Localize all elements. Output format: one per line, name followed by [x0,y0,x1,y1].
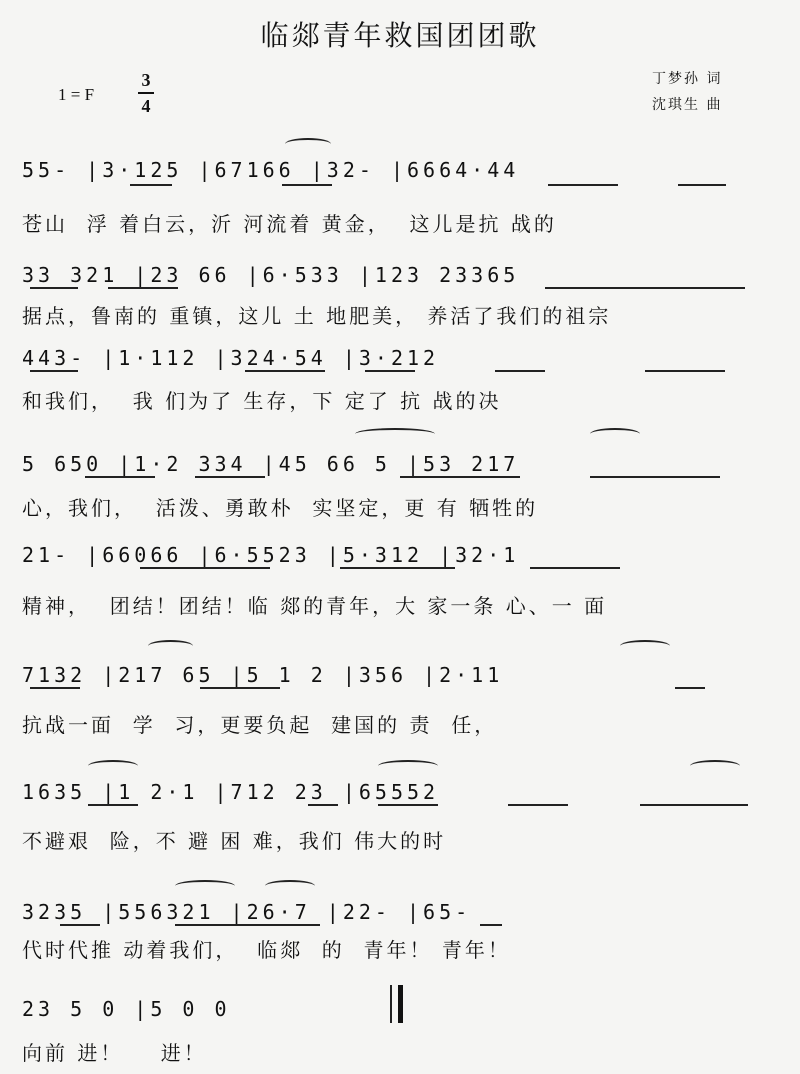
beam-mark [60,924,100,926]
beam-mark [308,804,338,806]
final-barline-thin [390,985,392,1023]
beam-mark [140,567,270,569]
time-signature-top: 3 [141,70,151,90]
final-barline [398,985,403,1023]
notation-row: 1635 |1 2·1 |712 23 |65552 [22,780,440,804]
beam-mark [108,287,178,289]
key-signature: 1 = F [58,85,95,104]
notation-row: 3235 |556321 |26·7 |22- |65- [22,900,472,924]
beam-mark [548,184,618,186]
lyric-row: 精神， 团结！团结！临 郯的青年，大 家一条 心、一 面 [22,594,608,618]
slur-mark [175,880,235,892]
beam-mark [30,370,78,372]
beam-mark [678,184,726,186]
beam-mark [530,567,620,569]
slur-mark [265,880,315,892]
beam-mark [85,476,155,478]
beam-mark [365,370,415,372]
beam-mark [245,370,325,372]
beam-mark [195,476,265,478]
lyric-row: 据点，鲁南的 重镇，这儿 土 地肥美， 养活了我们的祖宗 [22,304,612,328]
beam-mark [30,687,80,689]
slur-mark [355,428,435,440]
beam-mark [200,687,280,689]
beam-mark [640,804,748,806]
time-signature-bottom: 4 [141,96,151,116]
notation-row: 55- |3·125 |67166 |32- |6664·44 [22,158,520,182]
lyric-row: 代时代推 动着我们， 临郯 的 青年！ 青年！ [22,938,511,962]
slur-mark [620,640,670,652]
beam-mark [675,687,705,689]
beam-mark [545,287,745,289]
beam-mark [645,370,725,372]
lyric-row: 苍山 浮 着白云，沂 河流着 黄金， 这儿是抗 战的 [22,212,557,236]
beam-mark [88,804,138,806]
song-title: 临郯青年救国团团歌 [260,19,540,52]
lyric-row: 不避艰 险，不 避 困 难，我们 伟大的时 [22,829,447,853]
notation-row: 5 650 |1·2 334 |45 66 5 |53 217 [22,452,520,476]
slur-mark [148,640,193,652]
lyric-row: 心，我们， 活泼、勇敢朴 实坚定，更 有 牺牲的 [22,496,539,520]
composer-credit: 沈琪生 曲 [652,97,723,113]
lyric-row: 向前 进！ 进！ [22,1041,207,1065]
notation-row: 23 5 0 |5 0 0 [22,997,231,1021]
beam-mark [340,567,455,569]
beam-mark [400,476,520,478]
beam-mark [175,924,320,926]
lyric-row: 和我们， 我 们为了 生存，下 定了 抗 战的决 [22,389,502,413]
lyric-row: 抗战一面 学 习，更要负起 建国的 责 任， [22,713,498,737]
slur-mark [690,760,740,772]
beam-mark [590,476,720,478]
time-signature-bar [138,92,154,94]
beam-mark [130,184,172,186]
slur-mark [590,428,640,440]
notation-row: 33 321 |23 66 |6·533 |123 23365 [22,263,520,287]
notation-row: 7132 |217 65 |5 1 2 |356 |2·11 [22,663,504,687]
beam-mark [378,804,438,806]
notation-row: 443- |1·112 |324·54 |3·212 [22,346,440,370]
beam-mark [508,804,568,806]
beam-mark [480,924,502,926]
slur-mark [88,760,138,772]
slur-mark [378,760,438,772]
beam-mark [495,370,545,372]
notation-row: 21- |66066 |6·5523 |5·312 |32·1 [22,543,520,567]
slur-mark [285,138,331,150]
time-signature [138,70,154,116]
beam-mark [30,287,78,289]
lyricist-credit: 丁梦孙 词 [652,71,723,87]
beam-mark [282,184,332,186]
